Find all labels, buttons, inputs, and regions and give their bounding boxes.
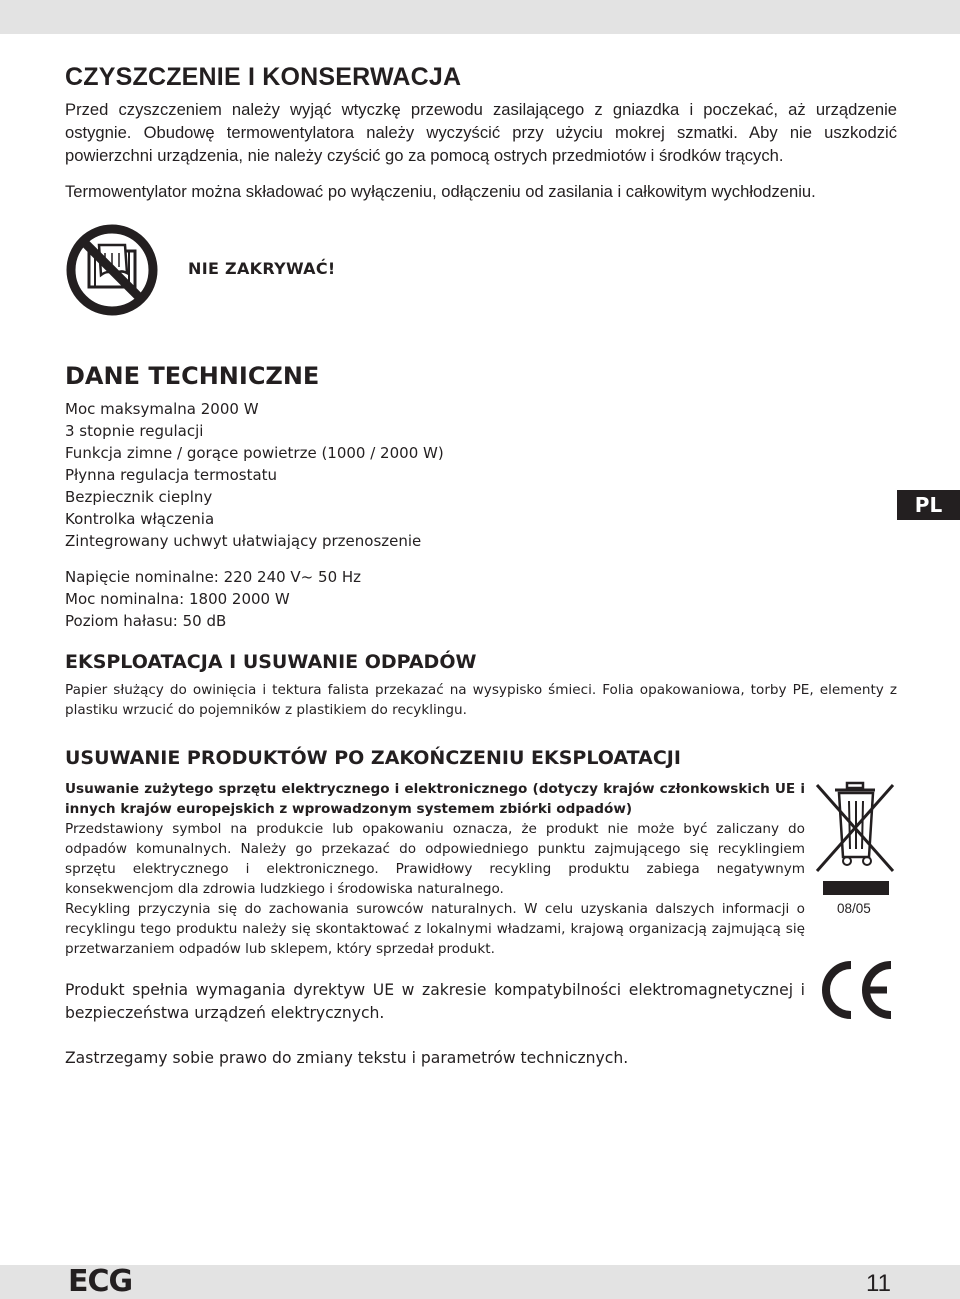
disposal-paragraph-2: Recykling przyczynia się do zachowania surowców naturalnych. W celu uzyskania dalszych informacji o recyklingu tego produktu należy się skontaktować z lokalnymi władzami, krajową organizacją zajmującą się przetwarzaniem odpadów lub sklepem, który sprzedał produkt. [65, 901, 805, 957]
language-tab: PL [897, 490, 960, 520]
cleaning-paragraph-2: Termowentylator można składować po wyłączeniu, odłączeniu od zasilania i całkowitym wychłodzeniu. [65, 182, 816, 201]
warning-label: NIE ZAKRYWAĆ! [188, 259, 336, 278]
features-list [65, 398, 897, 552]
feature-item: Bezpiecznik cieplny [65, 488, 213, 506]
disposal-paragraph-1: Przedstawiony symbol na produkcie lub opakowaniu oznacza, że produkt nie może być zaliczany do odpadów komunalnych. Należy go przekazać do odpowiedniego punktu zajmującego się recyklingiem sprzętu elektrycznego i elektronicznego. Prawidłowy recykling produktu zabiega negatywnym konsekwencjom dla zdrowia ludzkiego i środowiska naturalnego. [65, 821, 805, 897]
exploitation-title: EKSPLOATACJA I USUWANIE ODPADÓW [65, 651, 477, 673]
disposal-text [65, 779, 805, 959]
no-covering-icon [65, 223, 159, 317]
page-content [65, 62, 897, 1070]
feature-item: Płynna regulacja termostatu [65, 466, 278, 484]
rating-item: Poziom hałasu: 50 dB [65, 612, 227, 630]
feature-item: Funkcja zimne / gorące powietrze (1000 / 2000 W) [65, 444, 444, 462]
footer-bar [0, 1265, 960, 1299]
disposal-title: USUWANIE PRODUKTÓW PO ZAKOŃCZENIU EKSPLOATACJI [65, 747, 681, 769]
disposal-bold-text: Usuwanie zużytego sprzętu elektrycznego i elektronicznego (dotyczy krajów członkowskich UE i innych krajów europejskich z wprowadzonym systemem zbiórki odpadów) [65, 781, 805, 817]
feature-item: Kontrolka włączenia [65, 510, 215, 528]
disposal-block [65, 779, 897, 1070]
header-bar [0, 0, 960, 34]
technical-title: DANE TECHNICZNE [65, 362, 320, 390]
rating-item: Napięcie nominalne: 220 240 V~ 50 Hz [65, 568, 362, 586]
feature-item: Moc maksymalna 2000 W [65, 400, 259, 418]
cleaning-title: CZYSZCZENIE I KONSERWACJA [65, 63, 462, 91]
ecg-logo: ECG [68, 1264, 133, 1299]
reserve-text: Zastrzegamy sobie prawo do zmiany tekstu i parametrów technicznych. [65, 1049, 629, 1067]
exploitation-text: Papier służący do owinięcia i tektura falista przekazać na wysypisko śmieci. Folia opakowaniowa, torby PE, elementy z plastiku wrzucić do pojemników z plastikiem do recyklingu. [65, 682, 897, 718]
ratings-list [65, 566, 897, 632]
rating-item: Moc nominalna: 1800 2000 W [65, 590, 290, 608]
feature-item: 3 stopnie regulacji [65, 422, 204, 440]
page-number: 11 [866, 1270, 891, 1297]
feature-item: Zintegrowany uchwyt ułatwiający przenoszenie [65, 532, 422, 550]
crossed-bin-icon [813, 779, 897, 899]
cleaning-paragraph-1: Przed czyszczeniem należy wyjąć wtyczkę przewodu zasilającego z gniazdka i poczekać, aż urządzenie ostygnie. Obudowę termowentylatora należy wyczyścić przy użyciu mokrej szmatki. Aby nie uszkodzić powierzchni urządzenia, nie należy czyścić go za pomocą ostrych przedmiotów i środków trących. [65, 100, 897, 165]
compliance-text: Produkt spełnia wymagania dyrektyw UE w zakresie kompatybilności elektromagnetycznej i bezpieczeństwa urządzeń elektrycznych. [65, 981, 805, 1022]
ce-mark-icon [817, 959, 897, 1021]
date-code: 08/05 [837, 901, 871, 916]
warning-row [65, 223, 897, 333]
